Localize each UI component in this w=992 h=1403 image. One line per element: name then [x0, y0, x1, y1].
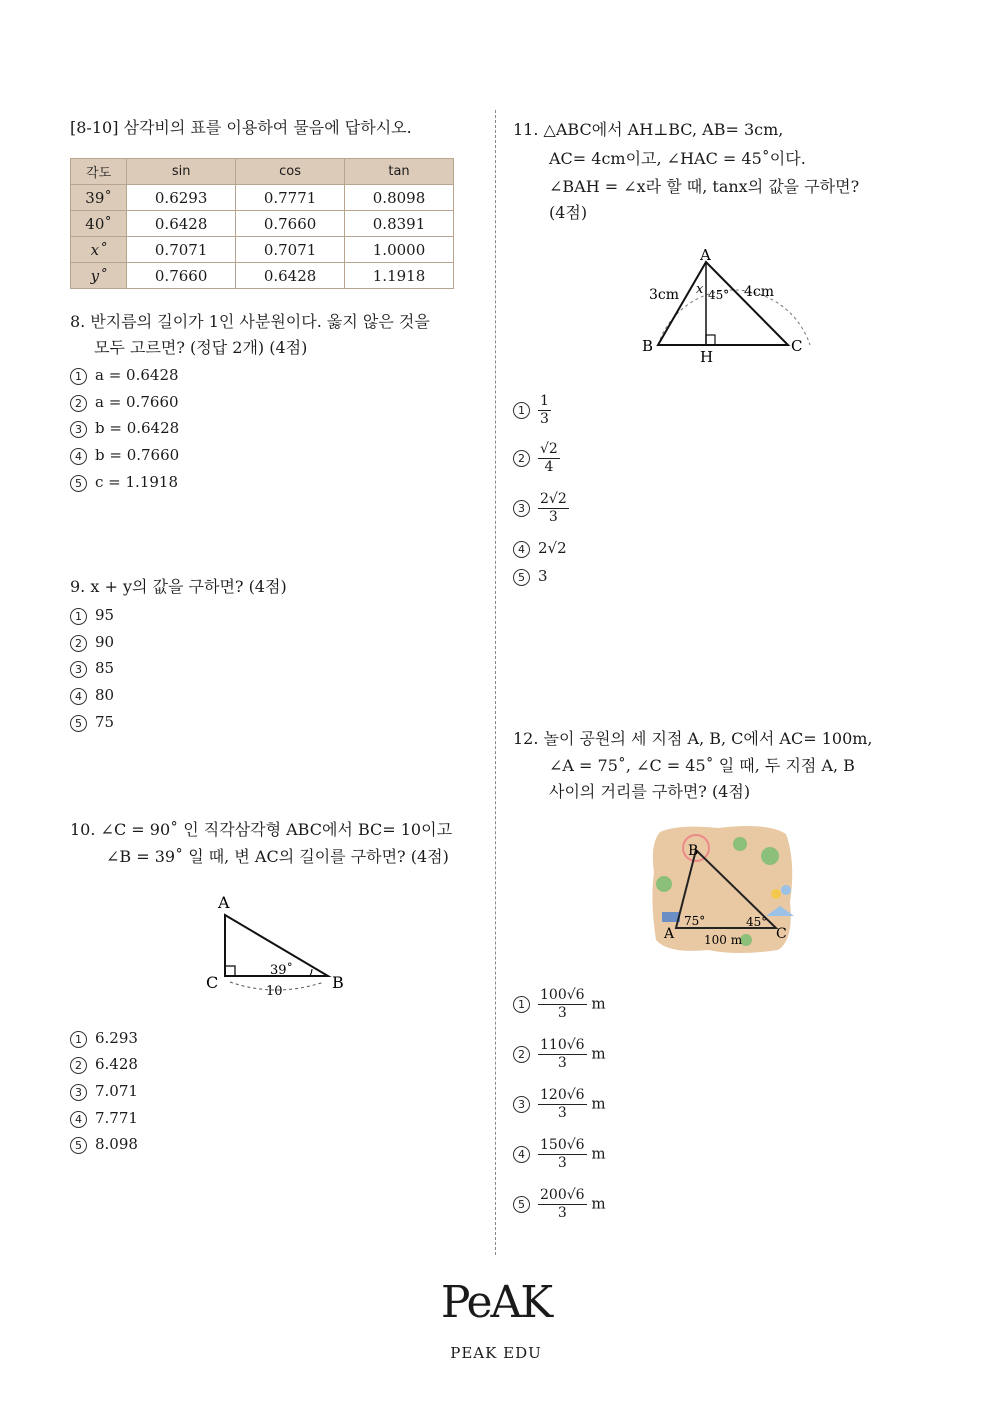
side-length-label: 10 — [266, 984, 283, 999]
section-header: [8-10] 삼각비의 표를 이용하여 물음에 답하시오. — [70, 118, 412, 137]
table-row — [71, 211, 454, 237]
q11-option-4[interactable] — [513, 539, 567, 558]
unit-label: m — [591, 1194, 606, 1213]
unit-label: m — [591, 1094, 606, 1113]
table-row — [71, 237, 454, 263]
angle-arc — [310, 969, 312, 976]
q11-stem-line1: 11. △ABC에서 AH⊥BC, AB= 3cm, — [513, 120, 784, 139]
q10-triangle-figure — [200, 890, 360, 1000]
option-mark: 5 — [513, 569, 530, 586]
q12-option-1[interactable] — [513, 987, 606, 1022]
q8-option-2[interactable] — [70, 393, 179, 412]
vertex-c-label: C — [206, 973, 219, 992]
vertex-b-label: B — [642, 337, 654, 355]
q10-option-1[interactable] — [70, 1029, 138, 1048]
option-text: c = 1.1918 — [95, 473, 178, 491]
q8-stem-line1: 8. 반지름의 길이가 1인 사분원이다. 옳지 않은 것을 — [70, 312, 430, 331]
fraction: $\frac{110√6}{3}$ — [540, 1037, 585, 1071]
table-header: cos — [236, 159, 345, 185]
q9-option-3[interactable] — [70, 659, 114, 678]
table-header: 각도 — [71, 159, 127, 185]
option-text: 90 — [95, 633, 115, 651]
vertex-b-label: B — [688, 843, 699, 859]
right-angle-mark — [225, 966, 235, 976]
unit-label: m — [591, 1144, 606, 1163]
option-mark: 2 — [70, 395, 87, 412]
q11-stem-line4: (4점) — [549, 203, 588, 222]
option-mark: 2 — [70, 635, 87, 652]
option-text: 6.428 — [95, 1055, 138, 1073]
q10-stem-line2: ∠B = 39˚ 일 때, 변 AC의 길이를 구하면? (4점) — [106, 847, 449, 866]
q12-option-2[interactable] — [513, 1037, 606, 1072]
option-mark: 1 — [513, 402, 530, 419]
option-mark: 4 — [513, 1146, 530, 1163]
angle-c-label: 45° — [746, 915, 768, 929]
fraction: $\frac{200√6}{3}$ — [540, 1187, 585, 1221]
table-cell: 39˚ — [71, 185, 127, 211]
table-row — [71, 185, 454, 211]
table-cell: 0.7660 — [127, 263, 236, 289]
q12-option-5[interactable] — [513, 1187, 606, 1222]
fraction: $\frac{120√6}{3}$ — [540, 1087, 585, 1121]
side-ac-label: 4cm — [744, 284, 775, 300]
table-cell: 1.1918 — [345, 263, 454, 289]
angle-a-label: 75° — [684, 914, 706, 928]
table-cell: x˚ — [71, 237, 127, 263]
q9-option-5[interactable] — [70, 713, 114, 732]
option-mark: 1 — [70, 1031, 87, 1048]
option-mark: 1 — [70, 368, 87, 385]
q9-option-1[interactable] — [70, 606, 114, 625]
q12-stem-line1: 12. 놀이 공원의 세 지점 A, B, C에서 AC= 100m, — [513, 729, 873, 748]
tree-icon — [733, 837, 747, 851]
table-header-row — [71, 159, 454, 185]
foot-h-label: H — [700, 348, 714, 366]
table-cell: 0.6428 — [236, 263, 345, 289]
table-cell: 40˚ — [71, 211, 127, 237]
option-mark: 4 — [70, 448, 87, 465]
q9-option-4[interactable] — [70, 686, 114, 705]
vertex-c-label: C — [776, 926, 787, 942]
q10-option-3[interactable] — [70, 1082, 138, 1101]
angle-x-label: x — [696, 282, 704, 297]
q10-option-2[interactable] — [70, 1055, 138, 1074]
q11-triangle-figure — [638, 245, 818, 370]
option-mark: 5 — [70, 475, 87, 492]
tree-icon — [656, 876, 672, 892]
option-text: 8.098 — [95, 1135, 138, 1153]
side-ac-label: 100 m — [704, 933, 743, 947]
option-mark: 3 — [70, 421, 87, 438]
option-text: 95 — [95, 606, 115, 624]
q11-stem-line2: AC= 4cm이고, ∠HAC = 45˚이다. — [549, 149, 806, 168]
q11-option-2[interactable] — [513, 441, 560, 476]
option-text: 7.771 — [95, 1109, 138, 1127]
unit-label: m — [591, 994, 606, 1013]
option-text: a = 0.7660 — [95, 393, 179, 411]
option-mark: 4 — [513, 541, 530, 558]
option-mark: 5 — [70, 1137, 87, 1154]
table-cell: 0.7071 — [236, 237, 345, 263]
q9-option-2[interactable] — [70, 633, 114, 652]
table-cell: 0.6428 — [127, 211, 236, 237]
option-mark: 1 — [70, 608, 87, 625]
option-mark: 1 — [513, 996, 530, 1013]
angle-45-label: 45° — [708, 288, 730, 302]
option-text: 75 — [95, 713, 115, 731]
q12-park-figure — [648, 822, 798, 957]
q12-stem-line2: ∠A = 75˚, ∠C = 45˚ 일 때, 두 지점 A, B — [549, 756, 855, 775]
fraction: $\frac{150√6}{3}$ — [540, 1137, 585, 1171]
fraction: $\frac{2√2}{3}$ — [540, 491, 567, 525]
q11-option-3[interactable] — [513, 491, 569, 526]
table-cell: 0.8098 — [345, 185, 454, 211]
table-cell: 0.7660 — [236, 211, 345, 237]
option-text: 85 — [95, 659, 115, 677]
balloon-icon — [771, 889, 781, 899]
side-ab-label: 3cm — [649, 287, 680, 303]
vertex-a-label: A — [218, 893, 230, 912]
vertex-a-label: A — [664, 926, 675, 942]
option-mark: 2 — [513, 1046, 530, 1063]
column-divider — [495, 110, 496, 1255]
tree-icon — [761, 847, 779, 865]
triangle-abc — [658, 262, 788, 345]
peak-edu-logo — [440, 1278, 552, 1373]
vertex-c-label: C — [791, 337, 803, 355]
option-mark: 5 — [513, 1196, 530, 1213]
table-cell: 0.7771 — [236, 185, 345, 211]
vertex-b-label: B — [332, 973, 344, 992]
q11-option-5[interactable] — [513, 567, 548, 586]
q8-stem-line2: 모두 고르면? (정답 2개) (4점) — [94, 338, 308, 357]
option-text: b = 0.7660 — [95, 446, 180, 464]
option-mark: 3 — [513, 1096, 530, 1113]
option-mark: 5 — [70, 715, 87, 732]
q9-stem-line1: 9. x + y의 값을 구하면? (4점) — [70, 577, 287, 596]
trig-ratio-table — [70, 158, 454, 289]
angle-label: 39˚ — [270, 963, 294, 978]
option-text: 3 — [538, 567, 548, 585]
semicircle-arc — [658, 290, 810, 345]
option-text: 80 — [95, 686, 115, 704]
right-angle-mark — [706, 335, 715, 345]
q11-option-1[interactable] — [513, 393, 551, 428]
q8-option-5[interactable] — [70, 473, 178, 492]
q8-option-4[interactable] — [70, 446, 179, 465]
table-header: sin — [127, 159, 236, 185]
q12-option-4[interactable] — [513, 1137, 606, 1172]
option-mark: 4 — [70, 1111, 87, 1128]
option-text: a = 0.6428 — [95, 366, 179, 384]
table-cell: 0.8391 — [345, 211, 454, 237]
q10-stem-line1: 10. ∠C = 90˚ 인 직각삼각형 ABC에서 BC= 10이고 — [70, 820, 453, 839]
table-cell: 1.0000 — [345, 237, 454, 263]
fraction: $\frac{√2}{4}$ — [540, 441, 558, 475]
option-mark: 3 — [70, 1084, 87, 1101]
table-header: tan — [345, 159, 454, 185]
q12-option-3[interactable] — [513, 1087, 606, 1122]
table-row — [71, 263, 454, 289]
logo-name: PEAK EDU — [450, 1344, 542, 1362]
option-mark: 4 — [70, 688, 87, 705]
unit-label: m — [591, 1044, 606, 1063]
q12-stem-line3: 사이의 거리를 구하면? (4점) — [549, 782, 751, 801]
table-cell: y˚ — [71, 263, 127, 289]
q11-stem-line3: ∠BAH = ∠x라 할 때, tanx의 값을 구하면? — [549, 177, 860, 196]
table-cell: 0.7071 — [127, 237, 236, 263]
q8-option-1[interactable] — [70, 366, 179, 385]
logo-mark: PeAK — [440, 1277, 552, 1328]
option-text: b = 0.6428 — [95, 419, 180, 437]
option-mark: 3 — [513, 500, 530, 517]
option-text: 2√2 — [538, 539, 567, 557]
vertex-a-label: A — [700, 246, 711, 264]
fraction: $\frac{1}{3}$ — [540, 393, 549, 427]
balloon-icon — [781, 885, 791, 895]
q10-option-5[interactable] — [70, 1135, 138, 1154]
table-cell: 0.6293 — [127, 185, 236, 211]
q10-option-4[interactable] — [70, 1109, 138, 1128]
option-mark: 3 — [70, 661, 87, 678]
option-text: 6.293 — [95, 1029, 138, 1047]
option-text: 7.071 — [95, 1082, 138, 1100]
q8-option-3[interactable] — [70, 419, 179, 438]
option-mark: 2 — [70, 1057, 87, 1074]
option-mark: 2 — [513, 450, 530, 467]
fraction: $\frac{100√6}{3}$ — [540, 987, 585, 1021]
